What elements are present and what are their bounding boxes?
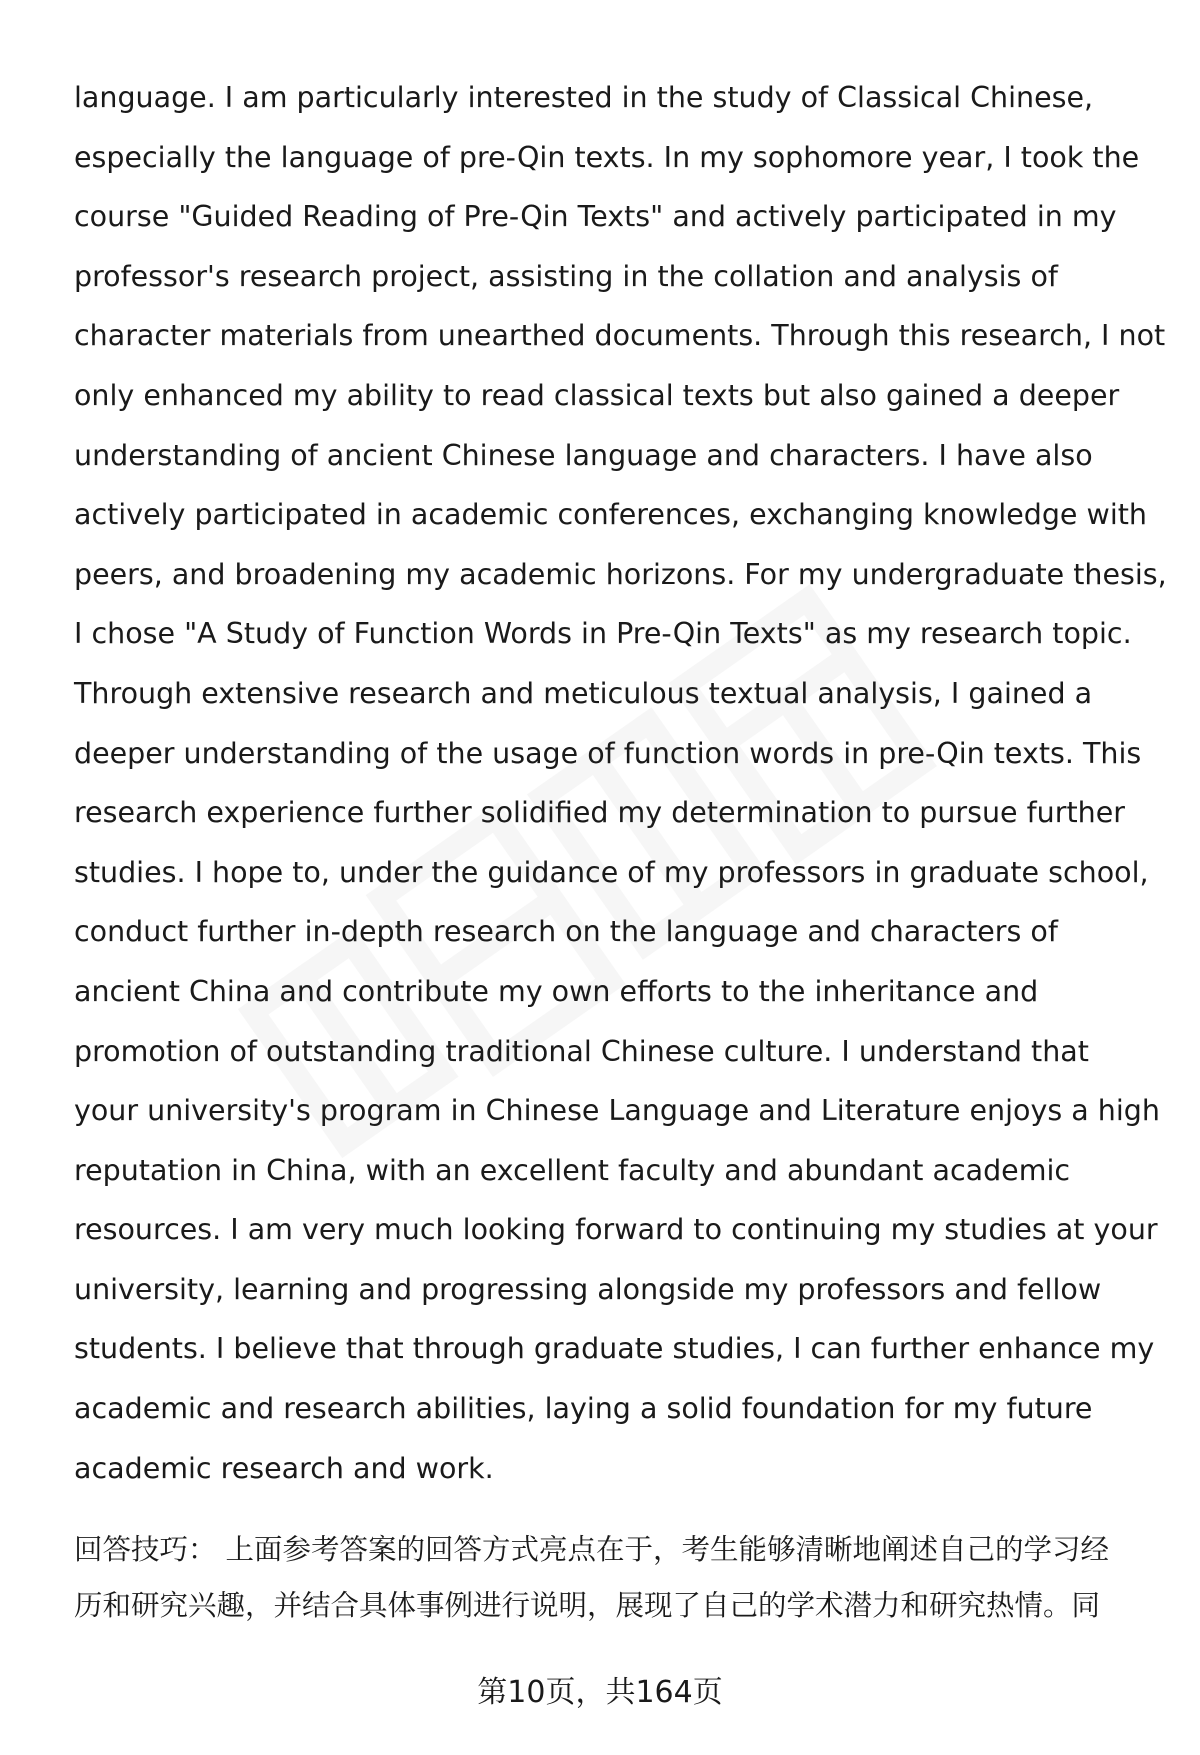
body-line: course "Guided Reading of Pre-Qin Texts" and actively participated in my [74,200,1117,234]
body-line: university, learning and progressing alongside my professors and fellow [74,1272,1102,1306]
body-line: academic and research abilities, laying a solid foundation for my future [74,1392,1093,1426]
tips-line: 回答技巧： 上面参考答案的回答方式亮点在于，考生能够清晰地阐述自己的学习经 [74,1533,1110,1566]
body-line: reputation in China, with an excellent faculty and abundant academic [74,1153,1071,1187]
body-line: professor's research project, assisting in the collation and analysis of [74,259,1058,293]
body-line: understanding of ancient Chinese language and characters. I have also [74,438,1093,472]
body-line: research experience further solidified my determination to pursue further [74,796,1125,830]
body-line: Through extensive research and meticulous textual analysis, I gained a [74,676,1093,710]
body-line: promotion of outstanding traditional Chinese culture. I understand that [74,1034,1089,1068]
body-line: actively participated in academic conferences, exchanging knowledge with [74,498,1147,532]
body-line: conduct further in-depth research on the language and characters of [74,915,1058,949]
body-line: I chose "A Study of Function Words in Pre-Qin Texts" as my research topic. [74,617,1132,651]
page-number-footer: 第10页，共164页 [477,1675,723,1710]
body-line: especially the language of pre-Qin texts. In my sophomore year, I took the [74,140,1140,174]
body-line: your university's program in Chinese Language and Literature enjoys a high [74,1094,1160,1128]
body-line: ancient China and contribute my own efforts to the inheritance and [74,974,1039,1008]
body-line: character materials from unearthed documents. Through this research, I not [74,319,1166,353]
body-line: studies. I hope to, under the guidance of my professors in graduate school, [74,855,1149,889]
body-line: deeper understanding of the usage of function words in pre-Qin texts. This [74,736,1142,770]
tips-line: 历和研究兴趣，并结合具体事例进行说明，展现了自己的学术潜力和研究热情。同 [74,1589,1101,1622]
body-line: only enhanced my ability to read classical texts but also gained a deeper [74,378,1120,412]
body-line: language. I am particularly interested in the study of Classical Chinese, [74,81,1094,114]
body-line: peers, and broadening my academic horizons. For my undergraduate thesis, [74,557,1167,591]
body-line: academic research and work. [74,1451,494,1485]
body-line: students. I believe that through graduate studies, I can further enhance my [74,1332,1155,1366]
answer-tips-paragraph [74,1522,1154,1634]
body-paragraph [74,68,1167,1498]
body-line: resources. I am very much looking forward to continuing my studies at your [74,1213,1158,1247]
